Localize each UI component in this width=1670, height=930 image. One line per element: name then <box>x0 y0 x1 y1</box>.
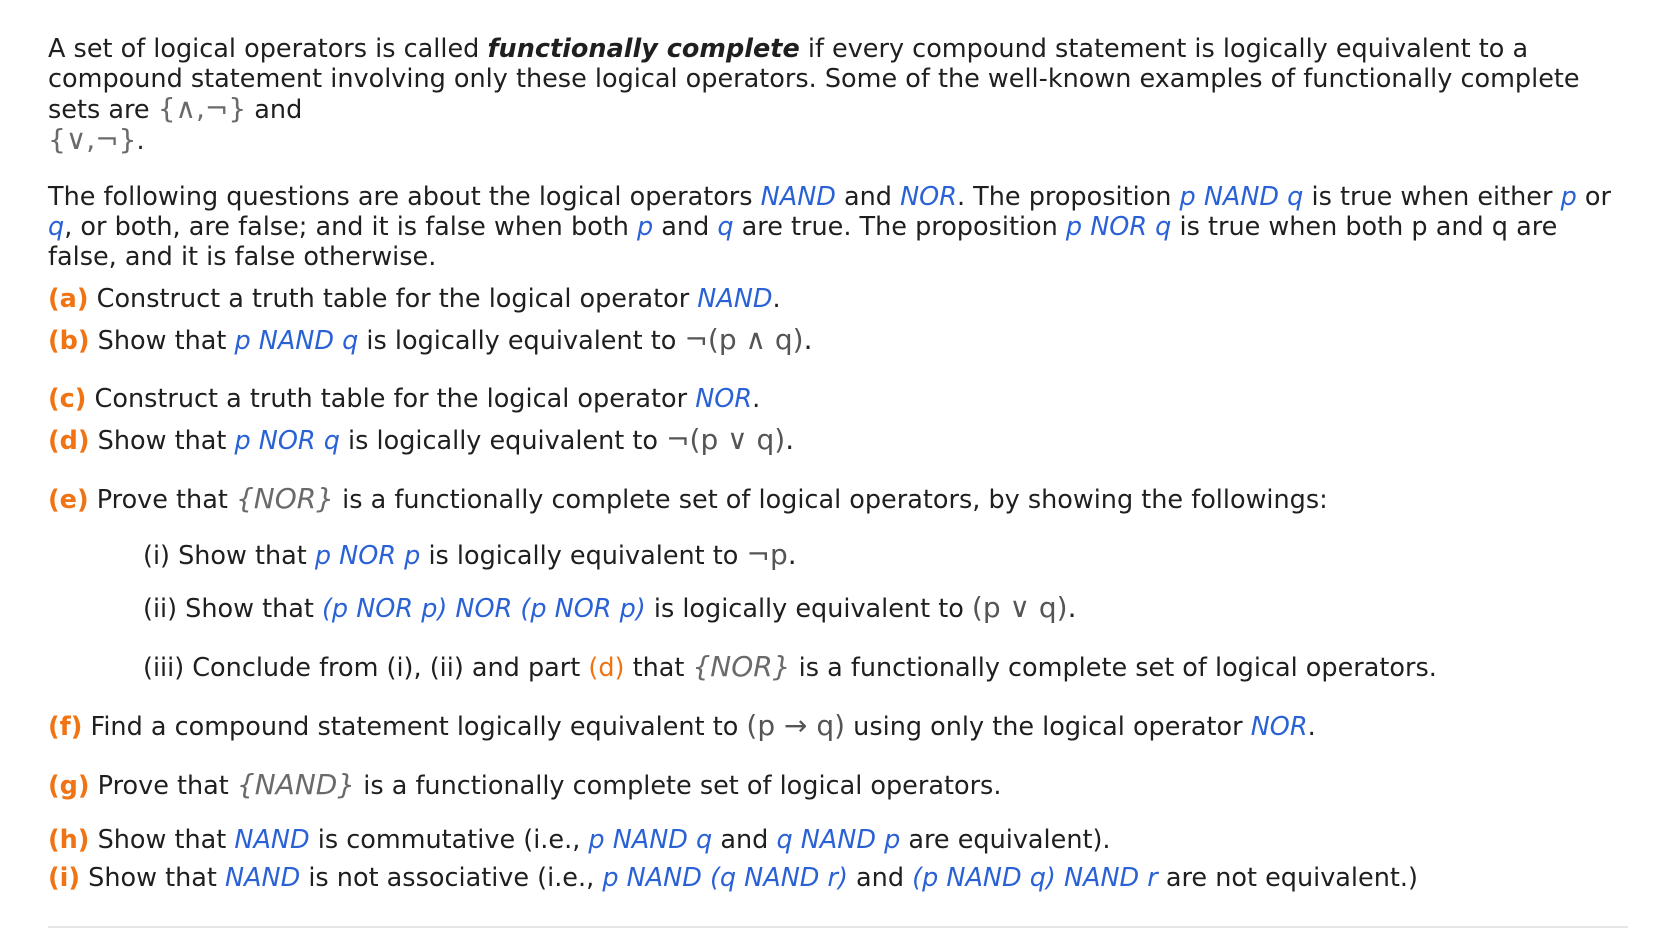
question-text: Construct a truth table for the logical operator <box>88 284 698 314</box>
question-a <box>48 284 1628 314</box>
question-text: Prove that <box>89 771 237 801</box>
label-d: (d) <box>48 426 90 456</box>
period: . <box>772 284 781 314</box>
math-not-p-and-q: ¬(p ∧ q) <box>684 323 804 356</box>
question-text: is a functionally complete set of logical operators. <box>790 653 1437 683</box>
nand-expr-1: p NAND (q NAND r) <box>602 863 848 893</box>
p-nand-q: p NAND q <box>234 326 359 356</box>
question-e-i <box>48 540 1628 571</box>
question-text: Show that <box>80 863 225 893</box>
label-i: (i) <box>48 863 81 893</box>
question-text: is a functionally complete set of logical operators. <box>355 771 1002 801</box>
context-text: are true. The proposition <box>733 212 1066 242</box>
question-text: is not associative (i.e., <box>300 863 603 893</box>
q-nand-p: q NAND p <box>776 825 901 855</box>
question-text: Prove that <box>88 485 236 515</box>
var-q: q <box>717 212 734 242</box>
var-q: q <box>48 212 65 242</box>
period: . <box>1307 712 1316 742</box>
question-text: (iii) Conclude from (i), (ii) and part <box>143 653 589 683</box>
p-nor-q: p NOR q <box>1065 212 1172 242</box>
nor-term: NOR <box>900 182 957 212</box>
label-b: (b) <box>48 326 90 356</box>
set-nor: {NOR} <box>235 482 335 515</box>
period: . <box>1067 591 1077 624</box>
label-f: (f) <box>48 712 83 742</box>
period: . <box>787 538 797 571</box>
nand-expr-2: (p NAND q) NAND r <box>912 863 1158 893</box>
question-text: Show that <box>89 426 235 456</box>
intro-end: . <box>136 126 145 156</box>
p-nor-q: p NOR q <box>234 426 340 456</box>
nand-term: NAND <box>760 182 836 212</box>
context-text: The following questions are about the logical operators <box>48 182 761 212</box>
question-text: Show that <box>89 326 235 356</box>
context-text: , or both, are false; and it is false when both <box>64 212 637 242</box>
intro-paragraph <box>48 34 1628 156</box>
question-text: is a functionally complete set of logical operators, by showing the followings: <box>334 485 1328 515</box>
label-e: (e) <box>48 485 89 515</box>
p-nor-p: p NOR p <box>314 541 421 571</box>
question-b <box>48 325 1628 356</box>
question-text: Show that <box>89 825 235 855</box>
question-text: Find a compound statement logically equivalent to <box>82 712 747 742</box>
label-a: (a) <box>48 284 89 314</box>
question-c <box>48 384 1628 414</box>
question-d <box>48 425 1628 456</box>
nor-term: NOR <box>695 384 753 414</box>
context-text: . The proposition <box>956 182 1180 212</box>
question-text: are equivalent). <box>900 825 1111 855</box>
question-text: is commutative (i.e., <box>309 825 589 855</box>
math-p-or-q: (p ∨ q) <box>971 591 1068 624</box>
var-p: p <box>1560 182 1577 212</box>
question-text: Construct a truth table for the logical operator <box>86 384 696 414</box>
label-g: (g) <box>48 771 90 801</box>
context-text: or <box>1576 182 1611 212</box>
question-text: is logically equivalent to <box>645 594 972 624</box>
sub-label: (i) Show that <box>143 541 315 571</box>
period: . <box>785 423 795 456</box>
label-h: (h) <box>48 825 90 855</box>
context-paragraph <box>48 182 1628 272</box>
question-text: is logically equivalent to <box>339 426 667 456</box>
question-i <box>48 863 1628 893</box>
var-p: p <box>637 212 654 242</box>
p-nand-q: p NAND q <box>1179 182 1304 212</box>
ref-d: (d) <box>588 653 625 683</box>
math-not-p: ¬p <box>746 538 788 571</box>
math-p-implies-q: (p → q) <box>746 709 846 742</box>
period: . <box>752 384 761 414</box>
question-text: is logically equivalent to <box>420 541 747 571</box>
nor-expression: (p NOR p) NOR (p NOR p) <box>321 594 646 624</box>
question-text: are not equivalent.) <box>1157 863 1418 893</box>
question-h <box>48 825 1628 855</box>
nand-term: NAND <box>234 825 310 855</box>
p-nand-q: p NAND q <box>588 825 713 855</box>
question-e-ii <box>48 593 1628 624</box>
set-or-not: {∨,¬} <box>48 123 137 156</box>
question-f <box>48 711 1628 742</box>
nor-term: NOR <box>1250 712 1308 742</box>
question-g <box>48 770 1628 801</box>
intro-and: and <box>246 95 303 125</box>
question-text: is logically equivalent to <box>358 326 685 356</box>
intro-text-2: if every compound statement is logically equivalent to a compound statement involving only these logical operators. Some of the well-known examples of functionally complete sets are <box>48 34 1580 125</box>
set-nor: {NOR} <box>692 650 791 683</box>
problem-document <box>48 34 1628 893</box>
context-text: is true when both p and q are false, and it is false otherwise. <box>48 212 1558 272</box>
set-and-not: {∧,¬} <box>157 92 247 125</box>
question-e <box>48 484 1628 515</box>
nand-term: NAND <box>697 284 773 314</box>
period: . <box>803 323 813 356</box>
context-text: is true when either <box>1303 182 1561 212</box>
label-c: (c) <box>48 384 87 414</box>
math-not-p-or-q: ¬(p ∨ q) <box>666 423 786 456</box>
question-text: and <box>847 863 913 893</box>
nand-term: NAND <box>224 863 301 893</box>
question-text: using only the logical operator <box>845 712 1251 742</box>
context-text: and <box>835 182 901 212</box>
sub-label: (ii) Show that <box>143 594 322 624</box>
question-text: that <box>624 653 693 683</box>
defined-term: functionally complete <box>487 34 800 64</box>
intro-text: A set of logical operators is called <box>48 34 488 64</box>
question-text: and <box>712 825 777 855</box>
question-e-iii <box>48 652 1628 683</box>
set-nand: {NAND} <box>236 768 356 801</box>
context-text: and <box>653 212 718 242</box>
bottom-divider <box>48 926 1628 928</box>
